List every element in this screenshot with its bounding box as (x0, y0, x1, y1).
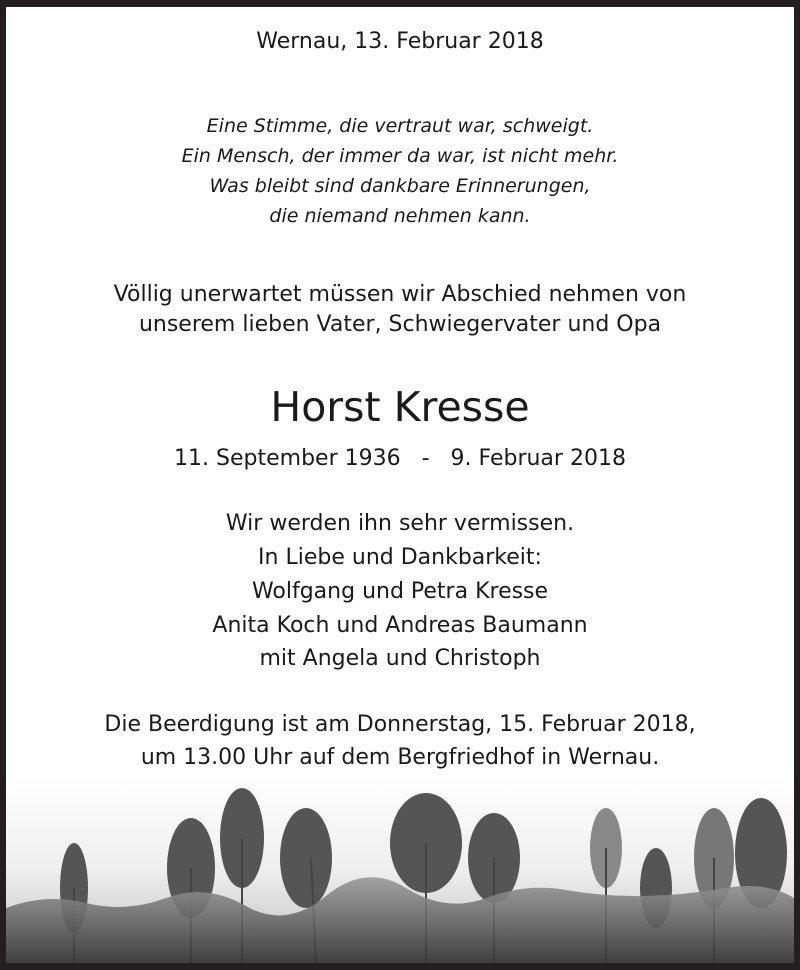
poem-line: Ein Mensch, der immer da war, ist nicht mehr. (181, 145, 619, 167)
deceased-name: Horst Kresse (270, 383, 530, 431)
closing-line: In Liebe und Dankbarkeit: (258, 545, 542, 570)
poem-line: die niemand nehmen kann. (269, 205, 531, 227)
poem-line: Was bleibt sind dankbare Erinnerungen, (209, 175, 591, 197)
place-date: Wernau, 13. Februar 2018 (256, 29, 544, 54)
funeral-line: Die Beerdigung ist am Donnerstag, 15. Februar 2018, (104, 712, 696, 737)
closing-line: Wir werden ihn sehr vermissen. (225, 511, 575, 536)
poem-line: Eine Stimme, die vertraut war, schweigt. (206, 115, 594, 137)
closing-line: Anita Koch und Andreas Baumann (212, 613, 588, 638)
closing-line: Wolfgang und Petra Kresse (251, 579, 549, 604)
intro-line: Völlig unerwartet müssen wir Abschied nehmen von (113, 282, 687, 307)
intro-line: unserem lieben Vater, Schwiegervater und Opa (138, 312, 662, 337)
obituary-notice (6, 7, 794, 963)
closing-line: mit Angela und Christoph (259, 646, 541, 671)
forest-image (6, 778, 794, 963)
life-dates: 11. September 1936 - 9. Februar 2018 (174, 446, 626, 471)
funeral-line: um 13.00 Uhr auf dem Bergfriedhof in Wernau. (140, 745, 660, 770)
